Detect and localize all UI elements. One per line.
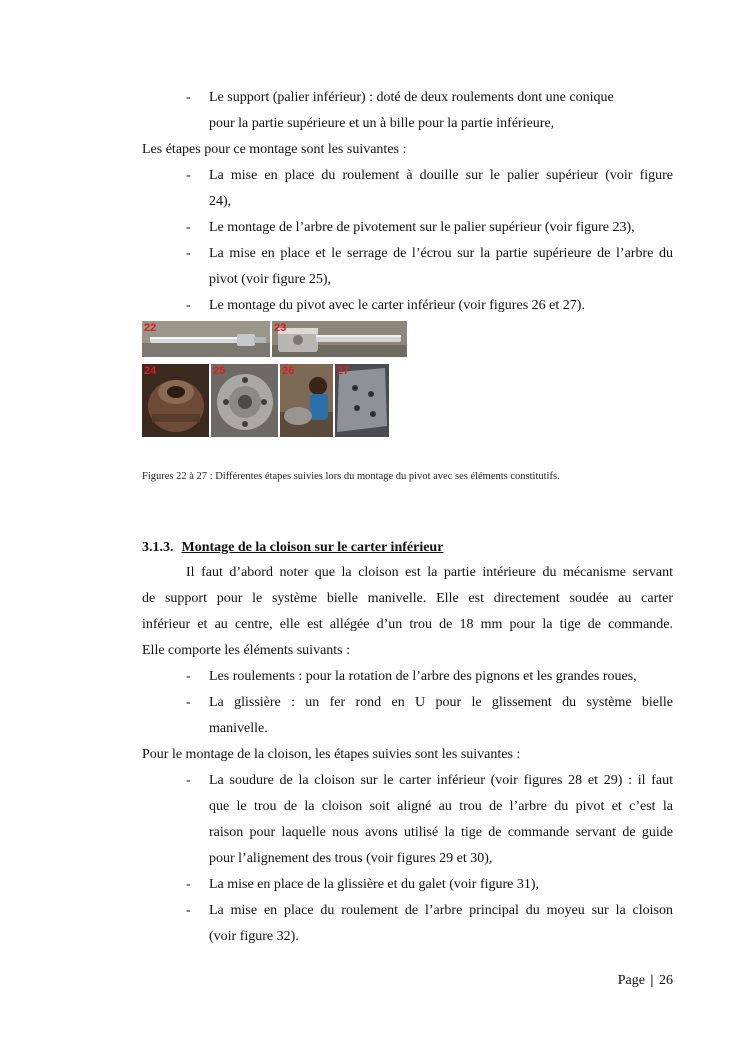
figure-number: 22 — [144, 322, 157, 334]
list-item — [142, 241, 673, 267]
list-item-text: Les roulements : pour la rotation de l’arbre des pignons et les grandes roues, — [209, 669, 637, 684]
section-heading — [142, 538, 443, 558]
list-item-text: Le montage de l’arbre de pivotement sur le palier supérieur (voir figure 23), — [209, 220, 635, 235]
paragraph-line: de support pour le système bielle manivelle. Elle est directement soudée au carter — [142, 591, 673, 606]
list-dash: - — [186, 90, 191, 105]
list-item — [142, 872, 673, 898]
figure-number: 25 — [213, 365, 226, 377]
list-dash: - — [186, 695, 191, 710]
list-item-continuation: (voir figure 32). — [209, 929, 299, 944]
list-item — [142, 690, 673, 716]
paragraph-line: Elle comporte les éléments suivants : — [142, 643, 351, 658]
list-item-continuation: pour l’alignement des trous (voir figures 29 et 30), — [209, 851, 493, 866]
list-item-text: La glissière : un fer rond en U pour le glissement du système bielle — [209, 695, 673, 710]
list-item — [142, 664, 673, 690]
shaft-bearing-image — [272, 321, 407, 357]
top-list — [142, 85, 673, 319]
section-number: 3.1.3. — [142, 540, 174, 555]
section-title: Montage de la cloison sur le carter inférieur — [181, 540, 444, 555]
list-item — [142, 293, 673, 319]
section-body — [142, 560, 673, 950]
figure-23-photo — [272, 321, 407, 357]
figure-26-photo — [280, 364, 333, 437]
list-item — [142, 215, 673, 241]
list-item-text: Le support (palier inférieur) : doté de deux roulements dont une conique — [209, 90, 614, 105]
list-dash: - — [186, 903, 191, 918]
list-dash: - — [186, 168, 191, 183]
shaft-image — [142, 321, 270, 357]
page-number: 26 — [659, 973, 673, 988]
figure-number: 24 — [144, 365, 157, 377]
list-item-text: La mise en place du roulement à douille sur le palier supérieur (voir figure — [209, 168, 673, 183]
steps-intro: Pour le montage de la cloison, les étapes suivies sont les suivantes : — [142, 747, 521, 762]
figure-22-photo — [142, 321, 270, 357]
list-item-text: La mise en place et le serrage de l’écrou sur la partie supérieure de l’arbre du — [209, 246, 673, 261]
list-item — [142, 163, 673, 189]
page-separator: | — [650, 973, 654, 988]
list-dash: - — [186, 246, 191, 261]
list-item-continuation: pivot (voir figure 25), — [209, 272, 332, 287]
list-item — [142, 768, 673, 794]
list-item — [142, 898, 673, 924]
list-item-text: Le montage du pivot avec le carter inférieur (voir figures 26 et 27). — [209, 298, 585, 313]
list-item-continuation: pour la partie supérieure et un à bille pour la partie inférieure, — [209, 116, 555, 131]
list-dash: - — [186, 298, 191, 313]
figure-25-photo — [211, 364, 278, 437]
list-item-continuation: manivelle. — [209, 721, 268, 736]
list-item-text: La mise en place du roulement de l’arbre principal du moyeu sur la cloison — [209, 903, 673, 918]
list-dash: - — [186, 773, 191, 788]
page-label: Page — [617, 973, 645, 988]
steps-intro: Les étapes pour ce montage sont les suivantes : — [142, 142, 407, 157]
figure-caption: Figures 22 à 27 : Différentes étapes suivies lors du montage du pivot avec ses éléments constitutifs. — [142, 471, 560, 482]
figure-number: 27 — [337, 365, 350, 377]
list-item-continuation: que le trou de la cloison soit aligné au trou de l’arbre du pivot et c’est la — [209, 799, 673, 814]
list-item-text: La mise en place de la glissière et du galet (voir figure 31), — [209, 877, 540, 892]
list-dash: - — [186, 877, 191, 892]
page-footer — [618, 973, 673, 989]
figure-27-photo — [335, 364, 389, 437]
list-item — [142, 85, 673, 111]
list-item-text: La soudure de la cloison sur le carter inférieur (voir figures 28 et 29) : il faut — [209, 773, 673, 788]
list-item-continuation: 24), — [209, 194, 232, 209]
figure-number: 26 — [282, 365, 295, 377]
list-dash: - — [186, 669, 191, 684]
list-item-continuation: raison pour laquelle nous avons utilisé la tige de commande servant de guide — [209, 825, 673, 840]
paragraph-line: Il faut d’abord noter que la cloison est la partie intérieure du mécanisme servant — [186, 565, 673, 580]
figure-number: 23 — [274, 322, 287, 334]
paragraph-line: inférieur et au centre, elle est allégée d’un trou de 18 mm pour la tige de commande. — [142, 617, 673, 632]
list-dash: - — [186, 220, 191, 235]
figure-24-photo — [142, 364, 209, 437]
